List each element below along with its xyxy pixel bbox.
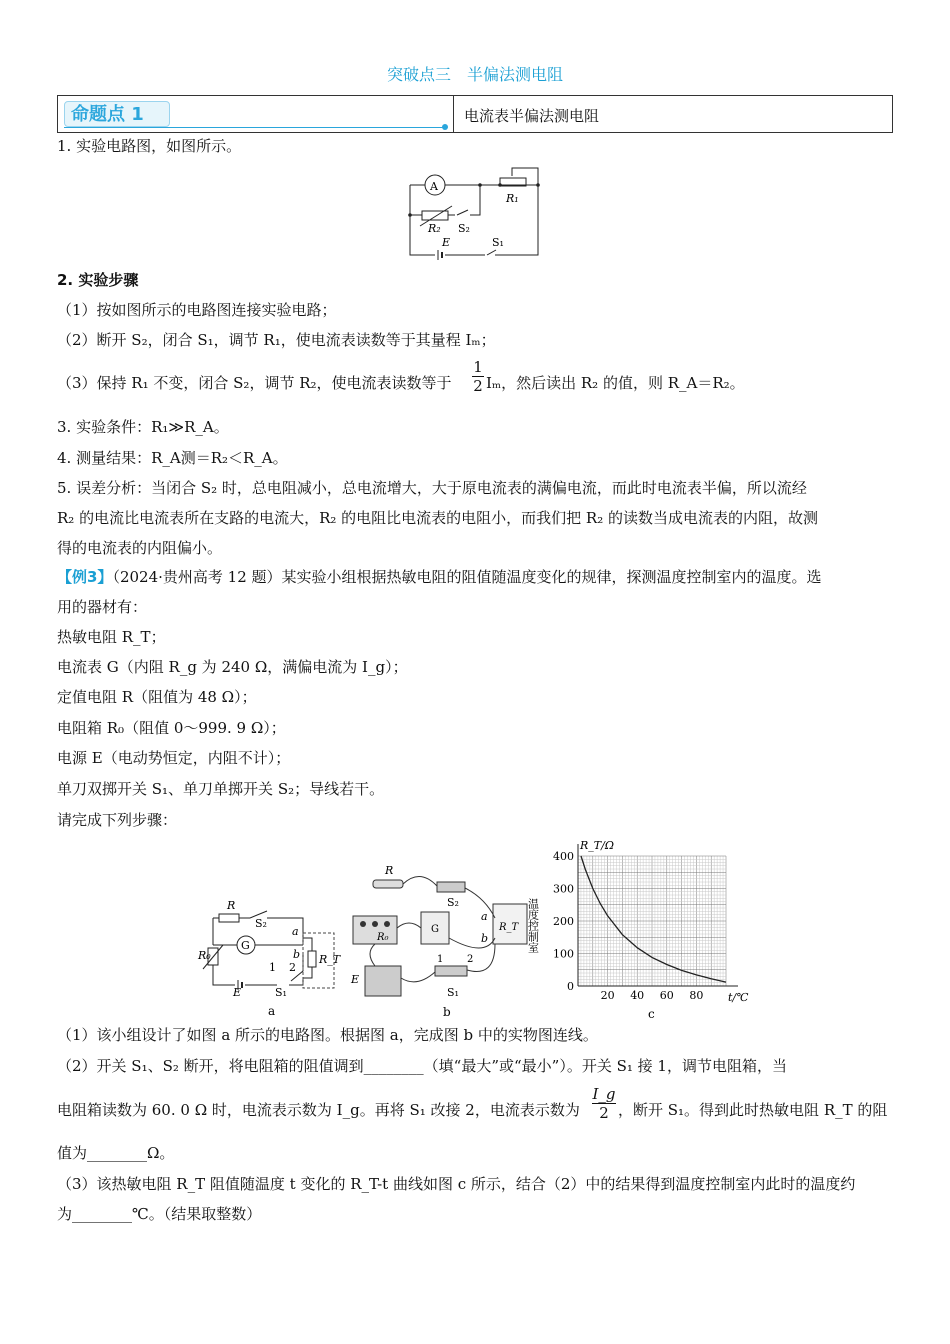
question-1: （1）该小组设计了如图 a 所示的电路图。根据图 a，完成图 b 中的实物图连线。	[57, 1026, 598, 1044]
s2-label: S₂	[458, 222, 470, 235]
question-2-line2b: ，断开 S₁。得到此时热敏电阻 R_T 的阻	[618, 1101, 888, 1119]
fig-b-b: b	[481, 932, 489, 945]
question-3-line1: （3）该热敏电阻 R_T 阻值随温度 t 变化的 R_T-t 曲线如图 c 所示，结合（2）中的结果得到温度控制室内此时的温度约	[57, 1175, 856, 1193]
y-tick-label: 400	[553, 850, 574, 863]
circuit-diagram-a	[195, 893, 345, 1018]
fig-b-a: a	[481, 910, 488, 923]
example-line1	[57, 567, 822, 587]
fig-a-r0: R₀	[198, 949, 211, 962]
chart-caption: c	[648, 1007, 655, 1020]
chart-ylabel: R_T/Ω	[580, 839, 614, 852]
y-tick-label: 200	[553, 915, 574, 928]
fig-a-caption: a	[268, 1004, 276, 1018]
topic-badge	[58, 96, 454, 132]
fig-a-b: b	[293, 948, 301, 961]
question-2-line1: （2）开关 S₁、S₂ 断开，将电阻箱的阻值调到________（填“最大”或“最小”）。开关 S₁ 接 1，调节电阻箱，当	[57, 1057, 787, 1075]
rt-chart	[540, 838, 760, 1020]
fig-b-r: R	[385, 864, 394, 877]
item-5-line3: 得的电流表的内阻偏小。	[57, 539, 223, 557]
s1-label: S₁	[492, 236, 504, 249]
fig-b-s2: S₂	[447, 896, 459, 909]
item-4: 4. 测量结果：R_A测＝R₂＜R_A。	[57, 449, 288, 467]
item-1: 1. 实验电路图，如图所示。	[57, 137, 242, 155]
r2-label: R₂	[428, 222, 441, 235]
question-2-line2: 电阻箱读数为 60. 0 Ω 时，电流表示数为 I_g。再将 S₁ 改接 2，电流表示数为	[57, 1101, 580, 1119]
material-6: 单刀双掷开关 S₁、单刀单掷开关 S₂；导线若干。	[57, 780, 385, 798]
y-tick-label: 0	[567, 980, 574, 993]
question-3-line2: 为________℃。（结果取整数）	[57, 1205, 262, 1223]
material-2: 电流表 G（内阻 R_g 为 240 Ω，满偏电流为 I_g）；	[57, 658, 408, 676]
fig-b-room: 温度控制室	[526, 898, 540, 953]
step-2: （2）断开 S₂，闭合 S₁，调节 R₁，使电流表读数等于其量程 Iₘ；	[57, 331, 496, 349]
material-5: 电源 E（电动势恒定，内阻不计）；	[57, 749, 291, 767]
step-1: （1）按如图所示的电路图连接实验电路；	[57, 301, 337, 319]
question-2-line3: 值为________Ω。	[57, 1144, 175, 1162]
fig-b-p2: 2	[467, 954, 474, 965]
fig-b-caption: b	[443, 1005, 451, 1018]
circuit-diagram-1	[400, 160, 550, 266]
material-4: 电阻箱 R₀（阻值 0～999. 9 Ω）；	[57, 719, 286, 737]
x-tick-label: 20	[600, 989, 615, 1002]
fig-b-rt: R_T	[499, 922, 519, 933]
item-5-line1: 5. 误差分析：当闭合 S₂ 时，总电阻减小，总电流增大，大于原电流表的满偏电流，而此时电流表半偏，所以流经	[57, 479, 807, 497]
topic-header	[57, 95, 893, 133]
fig-a-g: G	[241, 939, 250, 952]
fraction-denominator: 2	[473, 377, 483, 395]
fig-a-s2: S₂	[255, 917, 267, 930]
fig-a-p2: 2	[289, 961, 296, 974]
item-2: 2. 实验步骤	[57, 271, 139, 289]
material-3: 定值电阻 R（阻值为 48 Ω）；	[57, 688, 257, 706]
fig-b-g: G	[431, 924, 439, 935]
r1-label: R₁	[506, 192, 519, 205]
badge-underline	[64, 127, 444, 128]
material-7: 请完成下列步骤：	[57, 811, 178, 829]
q2-fraction-numerator: I_g	[592, 1085, 616, 1103]
fig-a-r: R	[227, 899, 236, 912]
e-label: E	[442, 236, 451, 249]
apparatus-diagram-b	[345, 858, 555, 1018]
example-line2: 用的器材有：	[57, 598, 148, 616]
x-tick-label: 60	[659, 989, 674, 1002]
topic-title: 电流表半偏法测电阻	[464, 107, 600, 125]
y-tick-label: 300	[553, 882, 574, 896]
fig-a-rt: R_T	[319, 953, 341, 966]
fig-b-r0: R₀	[377, 932, 389, 943]
example-tag: 【例3】	[57, 568, 113, 586]
y-tick-label: 100	[553, 947, 574, 961]
chart-xlabel: t/℃	[728, 991, 749, 1004]
fig-a-s1: S₁	[275, 986, 287, 999]
fig-b-e: E	[351, 973, 360, 986]
ammeter-label: A	[430, 180, 438, 193]
topic-badge-label: 命题点 1	[64, 101, 170, 127]
step-3-part2: Iₘ，然后读出 R₂ 的值，则 R_A＝R₂。	[486, 374, 745, 392]
step-3-part1: （3）保持 R₁ 不变，闭合 S₂，调节 R₂，使电流表读数等于	[57, 374, 452, 392]
fig-a-p1: 1	[269, 961, 276, 974]
step-3-fraction	[472, 358, 484, 395]
example-text: （2024·贵州高考 12 题）某实验小组根据热敏电阻的阻值随温度变化的规律，探测温度控制室内的温度。选	[112, 568, 822, 586]
item-3: 3. 实验条件：R₁≫R_A。	[57, 418, 229, 436]
question-2-fraction	[592, 1085, 616, 1122]
fig-b-s1: S₁	[447, 986, 459, 999]
fig-b-p1: 1	[437, 954, 444, 965]
section-heading: 突破点三 半偏法测电阻	[386, 65, 563, 84]
fig-a-e: E	[233, 986, 242, 999]
x-tick-label: 80	[689, 989, 704, 1002]
fig-a-a: a	[292, 925, 299, 938]
item-5-line2: R₂ 的电流比电流表所在支路的电流大，R₂ 的电阻比电流表的电阻小，而我们把 R₂ 的读数当成电流表的内阻，故测	[57, 509, 818, 527]
material-1: 热敏电阻 R_T；	[57, 628, 166, 646]
badge-dot	[442, 124, 448, 130]
x-tick-label: 40	[630, 989, 645, 1002]
q2-fraction-denominator: 2	[592, 1103, 616, 1122]
fraction-numerator: 1	[473, 358, 483, 376]
